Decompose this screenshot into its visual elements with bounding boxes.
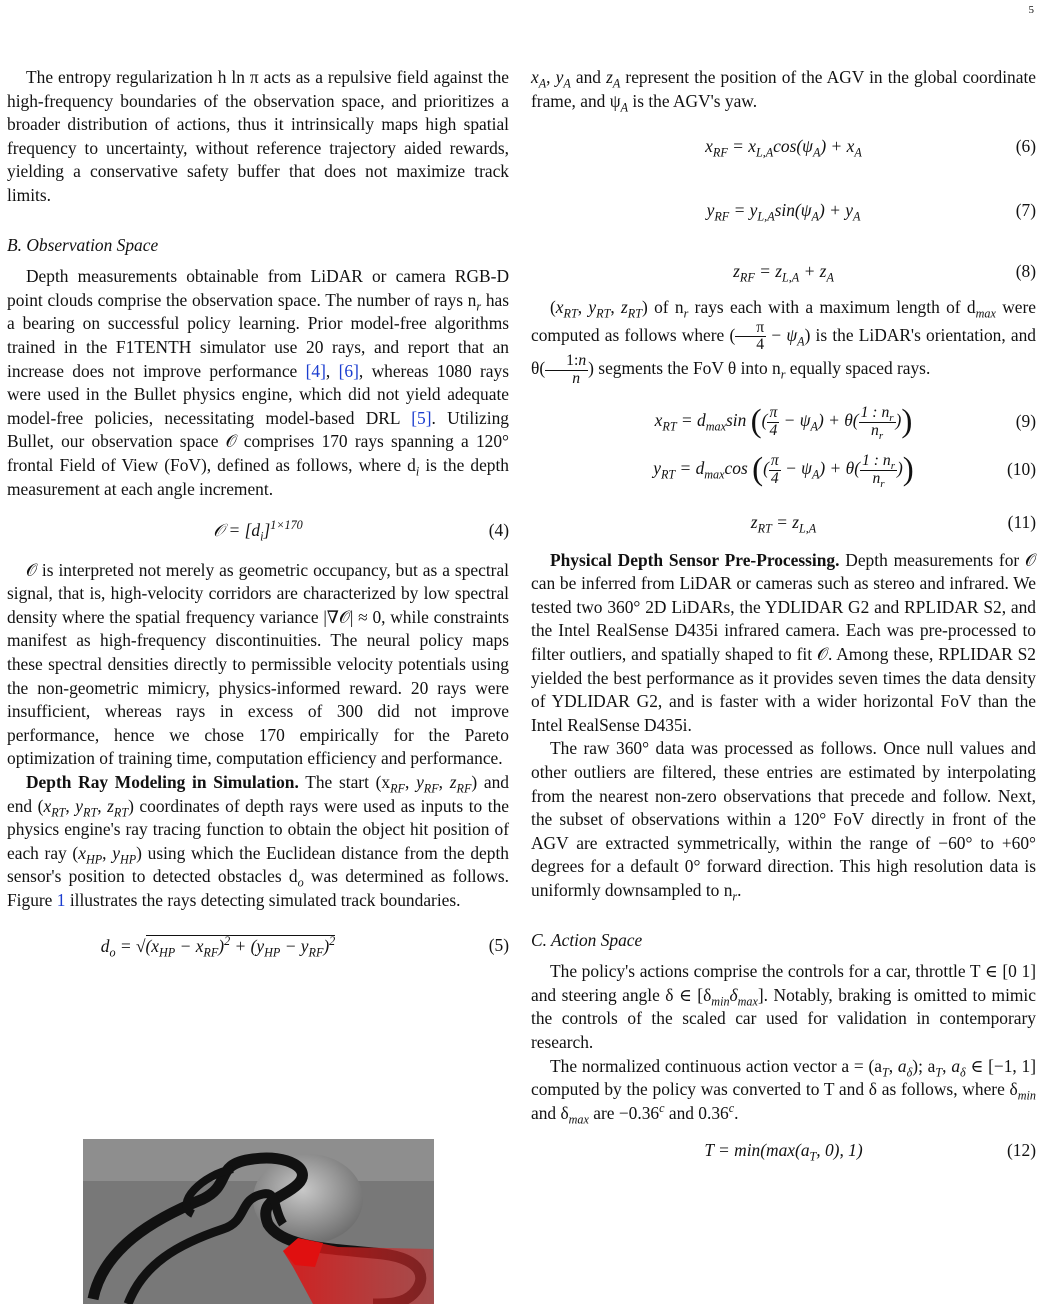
page-number: 5 bbox=[1028, 4, 1034, 16]
equation-5: $d_o = √(x_{HP} - x_{RF})^2 + (y_{HP} - y_{RF})^2$ (5) bbox=[100, 933, 509, 960]
paragraph-sensor-preprocessing: Physical Depth Sensor Pre-Processing. Depth measurements for 𝒪 can be inferred from LiDAR or cameras such as stereo and infrared. We tested two 360° 2D LiDARs, the YDLIDAR G2 and RPLIDAR S2, and the Intel RealSense D435i infrared camera. Each was pre-processed to filter outliers, and spatially shaped to fit 𝒪. Among these, RPLIDAR S2 yielded the best performance as it provides seven times the data density of YDLIDAR G2, and is faster with a wider horizontal FoV than the Intel RealSense D435i. bbox=[531, 549, 1036, 735]
paragraph-depth-ray: Depth Ray Modeling in Simulation. The start ($x_{RF}$, $y_{RF}$, $z_{RF}$) and end ($x_{RT}$, $y_{RT}$, $z_{RT}$) coordinates of depth rays were used as inputs to the physics engine's ray tracing function to obtain the object hit position of each ray ($x_{HP}$, $y_{HP}$) using which the Euclidean distance from the depth sensor's position to detected obstacles $d_o$ was determined as follows. Figure 1 illustrates the rays detecting simulated track boundaries. bbox=[7, 772, 510, 910]
paragraph-ray-endpoints: ($x_{RT}$, $y_{RT}$, $z_{RT}$) of $n_r$ rays each with a maximum length of $d_{max}$ were computed as follows where ( $\frac{\pi}{4}$ − $\psi_A$) is the LiDAR's orientation, and θ( $\frac{1:n}{n}$ ) segments the FoV θ into $n_r$ equally spaced rays. bbox=[531, 296, 1037, 387]
right-column bbox=[531, 66, 1036, 1163]
equation-10: $y_{RT} = d_{max}\cos$ (( $\frac{\pi}{4}$ − $\psi_A) + \theta$( $\frac{1 : n_r}{n_r}$ )) (10) bbox=[653, 451, 1036, 490]
paragraph-action-vector: The normalized continuous action vector $a = (a_T$, $a_\delta$); $a_T$, $a_\delta$ ∈ [−1, 1] computed by the policy was converted to T and δ as follows, where $\delta_{min}$ and $\delta_{max}$ are −0.36$^c$ and 0.36$^c$. bbox=[531, 1055, 1037, 1127]
citation-5[interactable]: [5] bbox=[411, 407, 432, 428]
section-heading-observation: B. Observation Space bbox=[7, 234, 159, 255]
paragraph-entropy: The entropy regularization h ln π acts as a repulsive field against the high-frequency boundaries of the observation space, and prioritizes a broader distribution of actions, thus it intrinsically maps high spatial frequency to uncertainty, without reference trajectory aided rewards, yielding a conservative safety buffer that does not maximize track limits. bbox=[7, 67, 509, 205]
equation-4: 𝒪 = $[d_i]^{1\times 170}$ (4) bbox=[213, 518, 509, 544]
paragraph-observation: Depth measurements obtainable from LiDAR or camera RGB-D point clouds comprise the observation space. The number of rays $n_r$ has a bearing on successful policy learning. Prior model-free algorithms trained in the F1TENTH simulator use 20 rays, and report that an increase does not improve performance [4], [6], whereas 1080 rays were used in the Bullet physics engine, which did not yield adequate model-free policies, necessitating model-based DRL [5]. Utilizing Bullet, our observation space 𝒪 comprises 170 rays spanning a 120° frontal Field of View (FoV), defined as follows, where $d_i$ is the depth measurement at each angle increment. bbox=[7, 266, 510, 499]
citation-6[interactable]: [6] bbox=[338, 360, 359, 381]
equation-8: $z_{RF} = z_{L,A} + z_A$ (8) bbox=[733, 261, 1036, 285]
track-render bbox=[83, 1139, 434, 1304]
citation-4[interactable]: [4] bbox=[305, 360, 326, 381]
track-simulation-figure bbox=[83, 1139, 434, 1304]
paragraph-agv-position: $x_A$, $y_A$ and $z_A$ represent the position of the AGV in the global coordinate frame, and $\psi_A$ is the AGV's yaw. bbox=[531, 67, 1037, 115]
figure-1-link[interactable]: 1 bbox=[56, 890, 66, 910]
equation-6: $x_{RF} = x_{L,A}\cos(\psi_A) + x_A$ (6) bbox=[705, 136, 1036, 160]
equation-12: $T = \min(\max(a_T$, 0), 1) (12) bbox=[704, 1140, 1036, 1164]
equation-9: $x_{RT} = d_{max}\sin$ (( $\frac{\pi}{4}$ − $\psi_A) + \theta$( $\frac{1 : n_r}{n_r}$ )) (9) bbox=[654, 403, 1036, 442]
paragraph-action-controls: The policy's actions comprise the controls for a car, throttle T ∈ [0 1] and steering angle δ ∈ $[\delta_{min}\delta_{max}]$. Notably, braking is omitted to mimic the controls of the scaled car used for validation in contemporary research. bbox=[531, 961, 1036, 1052]
paragraph-spectral: 𝒪 is interpreted not merely as geometric occupancy, but as a spectral signal, that is, high-velocity corridors are characterized by low spectral density where the spatial frequency variance |∇𝒪| ≈ 0, while constraints manifest as high-frequency discontinuities. The neural policy maps these spectral densities directly to permissible velocity potentials using the non-geometric mimicry, physics-informed reward. 20 rays were insufficient, whereas rays in excess of 300 did not improve performance, hence we chose 170 empirically for the Pareto optimization of training time, computation efficiency and performance. bbox=[7, 559, 509, 769]
equation-7: $y_{RF} = y_{L,A}\sin(\psi_A) + y_A$ (7) bbox=[706, 199, 1036, 224]
paragraph-raw-data: The raw 360° data was processed as follows. Once null values and other outliers are filtered, these entries are estimated by interpolating from the nearest non-zero observations that precede and follow. Next, the subset of observations within a 120° FoV directly in front of the AGV are extracted symmetrically, within the range of −60° to +60° degrees for a default 0° forward direction. This high resolution data is uniformly downsampled to $n_r$. bbox=[531, 738, 1036, 904]
left-column bbox=[7, 66, 509, 958]
equation-11: $z_{RT} = z_{L,A}$ (11) bbox=[750, 512, 1036, 536]
section-heading-action: C. Action Space bbox=[531, 929, 643, 950]
